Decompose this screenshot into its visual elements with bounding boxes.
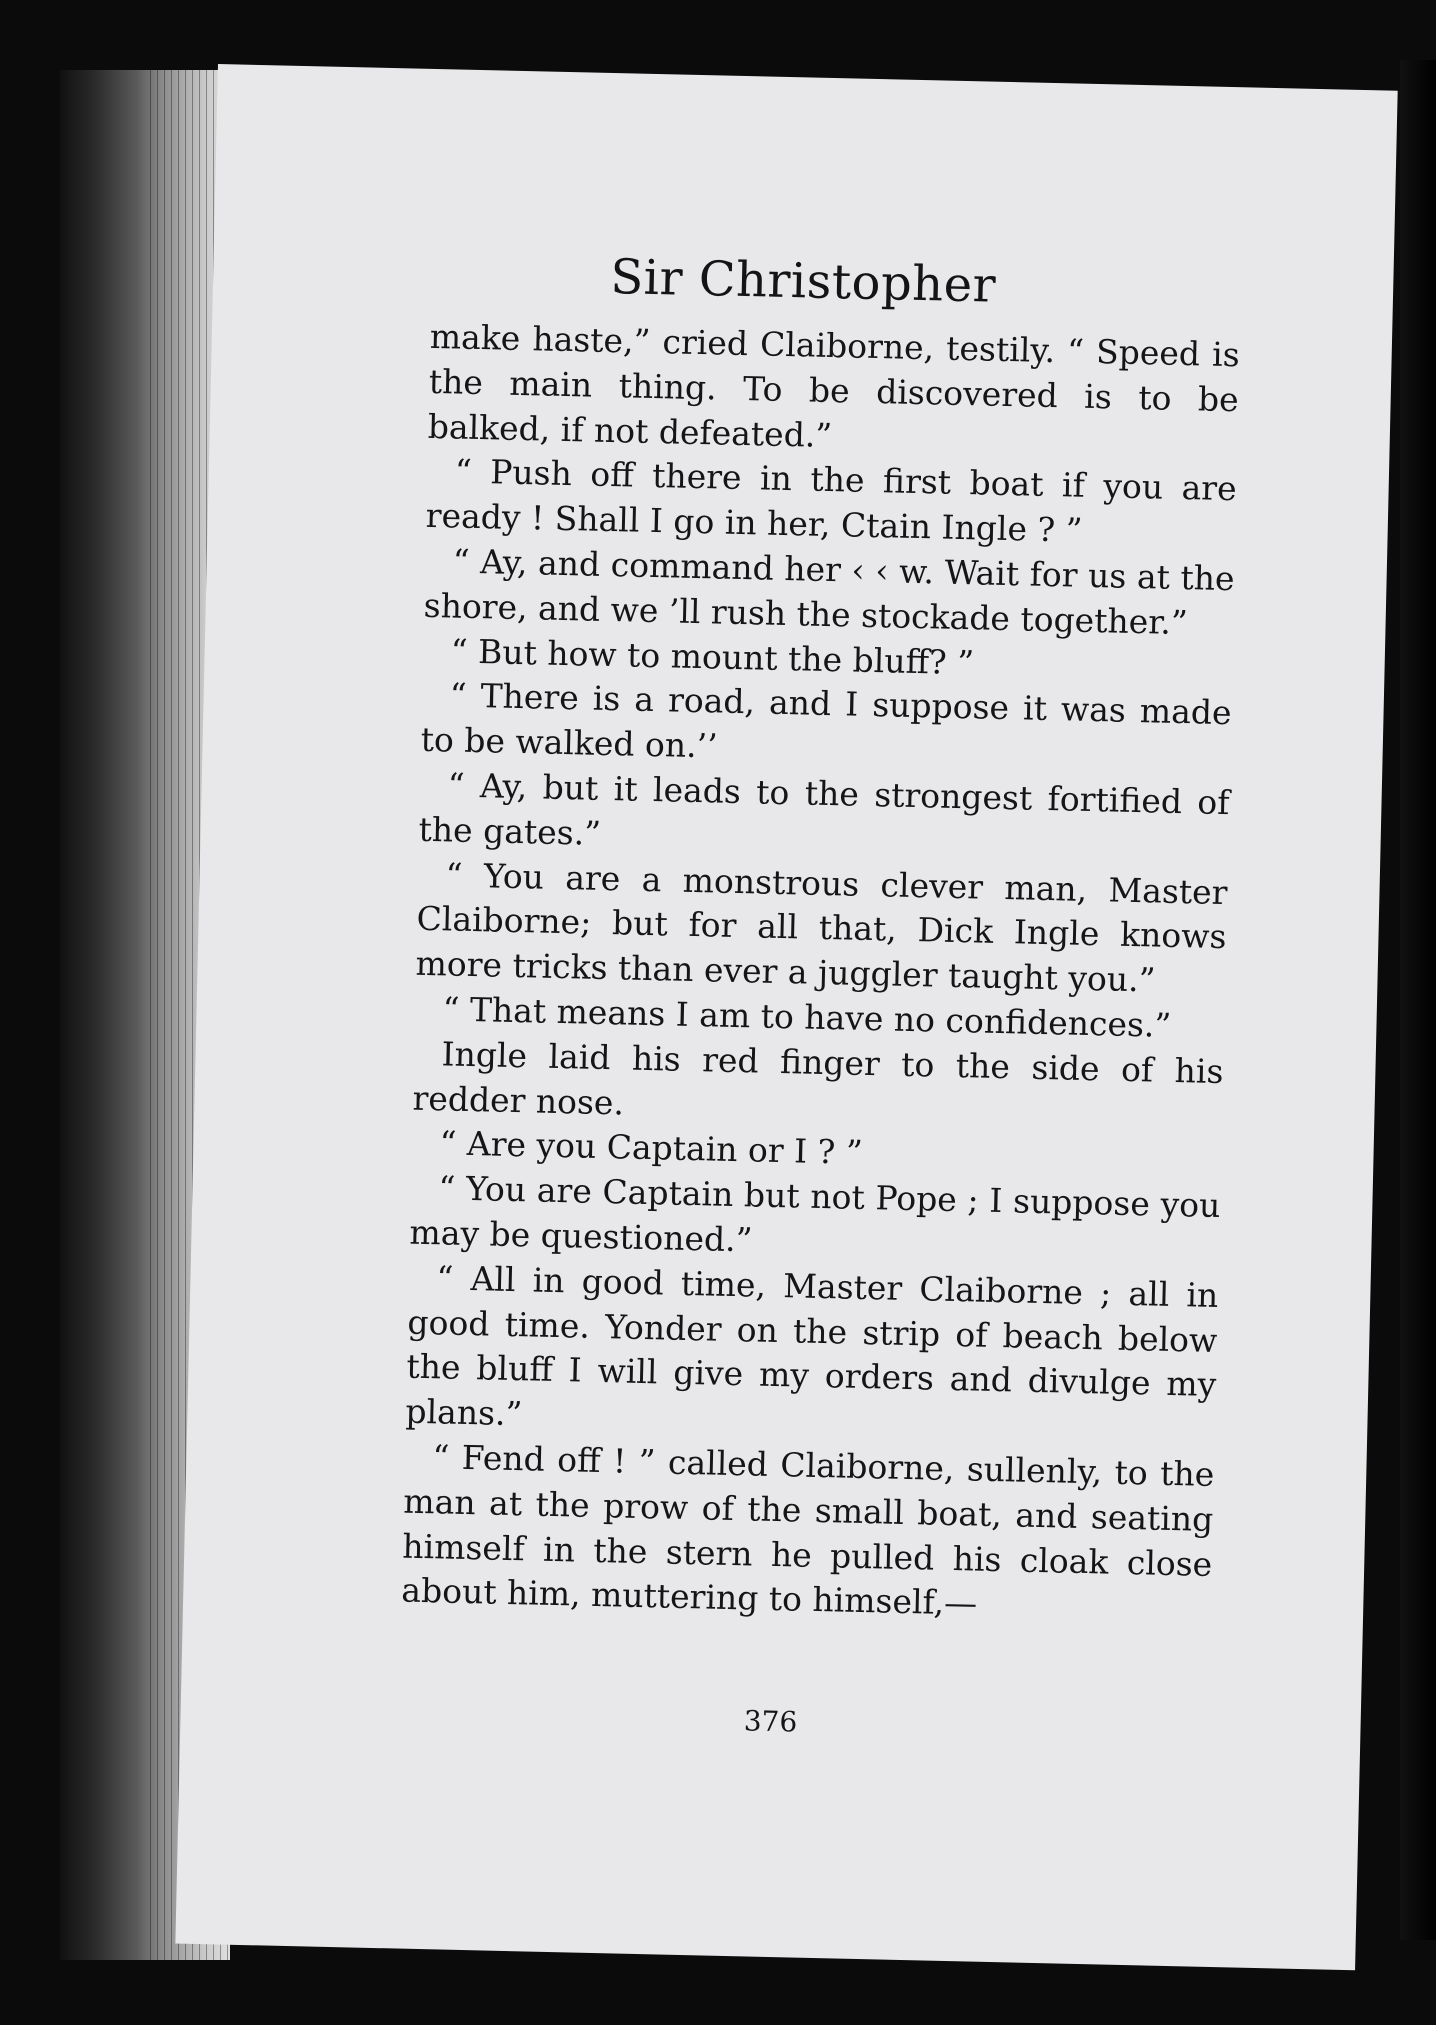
paragraph: “ You are Captain but not Pope ; I suppose you may be questioned.”	[409, 1168, 1221, 1260]
running-head: Sir Christopher	[609, 248, 997, 314]
paragraph: “ Fend off ! ” called Claiborne, sullenly, to the man at the prow of the small boat, and seating himself in the stern he pulled his cloak close about him, muttering to himself,—	[400, 1437, 1215, 1623]
paragraph: “ Ay, and command her ‹ ‹ w. Wait for us at the shore, and we ’ll rush the stockade together.”	[423, 541, 1236, 642]
paragraph: “ That means I am to have no confidences.”	[442, 989, 1172, 1045]
paragraph: “ But how to mount the bluff? ”	[450, 631, 975, 682]
body-text	[401, 315, 1240, 1632]
paragraph: make haste,” cried Claiborne, testily. “ Speed is the main thing. To be discovered is to be balked, if not defeated.”	[427, 316, 1241, 455]
paragraph: “ You are a monstrous clever man, Master Claiborne; but for all that, Dick Ingle knows more tricks than ever a juggler taught you.”	[415, 854, 1228, 1000]
book-page	[175, 64, 1397, 1970]
paragraph: “ Push off there in the first boat if you are ready ! Shall I go in her, Ctain Ingle ? ”	[425, 451, 1238, 550]
paragraph: “ All in good time, Master Claiborne ; all in good time. Yonder on the strip of beach below the bluff I will give my orders and divulge my plans.”	[405, 1258, 1219, 1434]
paragraph: “ Ay, but it leads to the strongest fortified of the gates.”	[418, 765, 1230, 853]
paragraph: “ Are you Captain or I ? ”	[439, 1123, 864, 1173]
paragraph: “ There is a road, and I suppose it was made to be walked on.’’	[420, 675, 1232, 766]
page-number: 376	[743, 1704, 798, 1739]
paragraph: Ingle laid his red finger to the side of his redder nose.	[412, 1034, 1224, 1123]
background-right	[1400, 60, 1436, 1940]
